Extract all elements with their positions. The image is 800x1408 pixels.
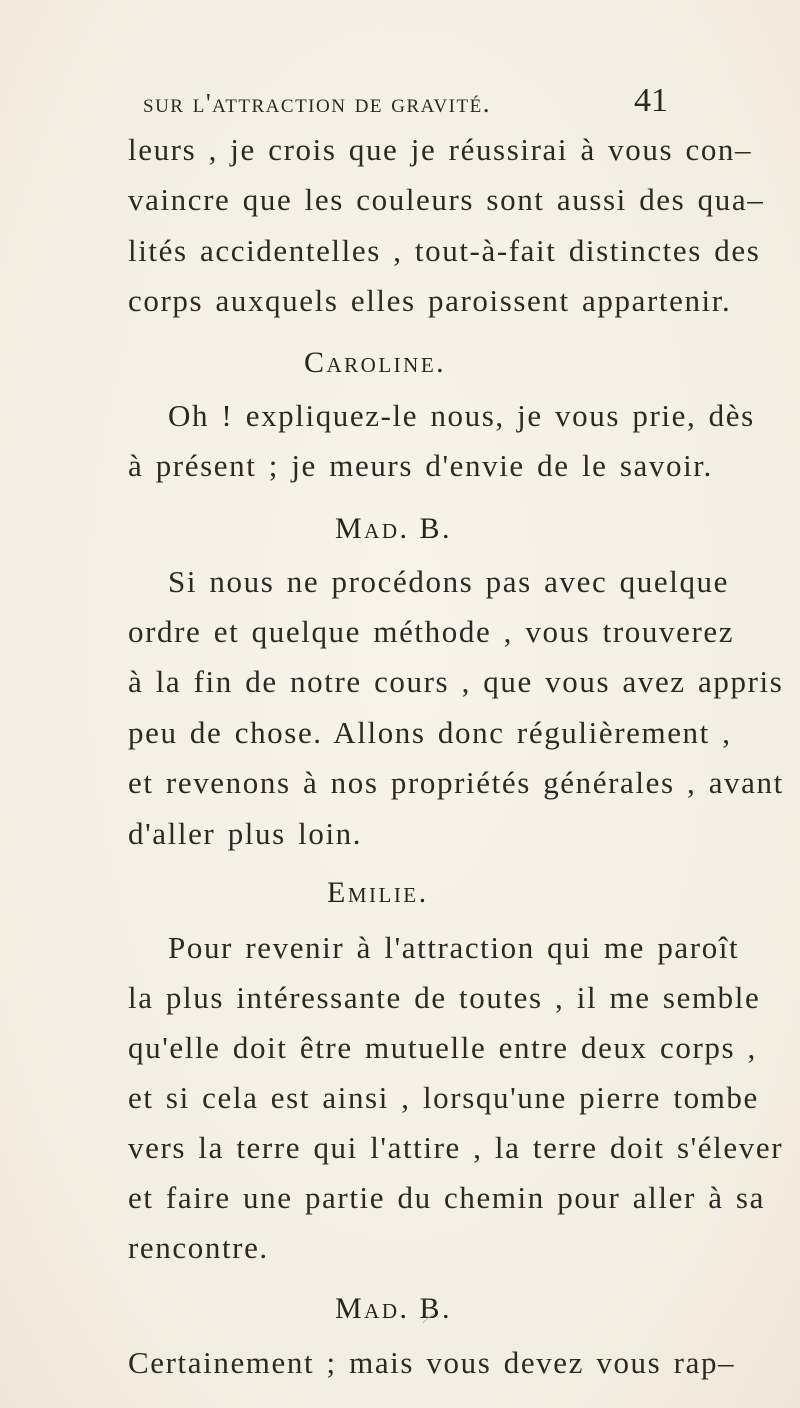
text-line: rencontre. — [128, 1230, 269, 1265]
text-line: Certainement ; mais vous devez vous rap– — [128, 1345, 736, 1380]
text-line: ordre et quelque méthode , vous trouverez — [128, 614, 735, 649]
text-line: la plus intéressante de toutes , il me semble — [128, 980, 761, 1015]
text-line: et si cela est ainsi , lorsqu'une pierre tombe — [128, 1080, 759, 1115]
text-line: vers la terre qui l'attire , la terre doit s'élever — [128, 1130, 784, 1165]
text-line: à la fin de notre cours , que vous avez appris — [128, 664, 784, 699]
speaker-caroline: Caroline. — [304, 346, 447, 379]
text-line: Oh ! expliquez-le nous, je vous prie, dès — [168, 398, 755, 433]
text-line: d'aller plus loin. — [128, 816, 363, 851]
running-header — [128, 82, 668, 122]
page-number: 41 — [634, 82, 668, 119]
ink-speck — [422, 1312, 436, 1324]
speaker-mad-b: Mad. B. — [335, 1292, 453, 1325]
text-line: à présent ; je meurs d'envie de le savoir. — [128, 448, 713, 483]
text-line: Si nous ne procédons pas avec quelque — [168, 564, 730, 599]
running-title: sur l'attraction de gravité. — [143, 88, 491, 118]
text-line: vaincre que les couleurs sont aussi des qua– — [128, 182, 765, 217]
text-line: corps auxquels elles paroissent appartenir. — [128, 283, 732, 318]
text-line: Pour revenir à l'attraction qui me paroît — [168, 930, 740, 965]
text-line: qu'elle doit être mutuelle entre deux corps , — [128, 1030, 757, 1065]
text-line: lités accidentelles , tout-à-fait distinctes des — [128, 233, 761, 268]
text-line: leurs , je crois que je réussirai à vous con– — [128, 132, 753, 167]
text-line: et revenons à nos propriétés générales , avant — [128, 765, 784, 800]
text-line: et faire une partie du chemin pour aller à sa — [128, 1180, 765, 1215]
text-line: peu de chose. Allons donc régulièrement , — [128, 715, 732, 750]
speaker-mad-b: Mad. B. — [335, 512, 453, 545]
speaker-emilie: Emilie. — [327, 876, 429, 909]
